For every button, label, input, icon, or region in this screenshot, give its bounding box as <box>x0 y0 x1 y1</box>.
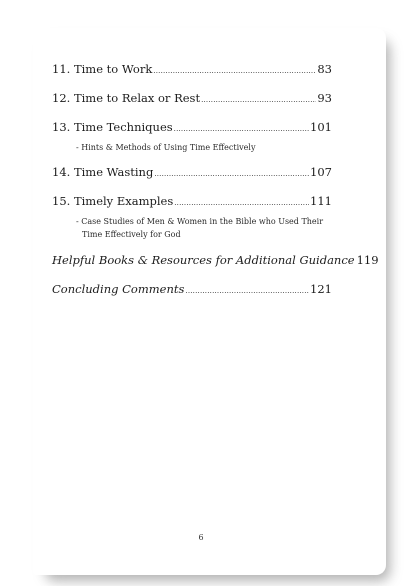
book-page <box>33 28 386 575</box>
toc-entry-title: 12. Time to Relax or Rest <box>52 91 201 105</box>
toc-entry-page: 111 <box>310 194 332 208</box>
toc-entry-page: 119 <box>356 253 379 267</box>
toc-entry-title: Helpful Books & Resources for Additional Guidance <box>52 253 355 267</box>
dot-leader <box>201 93 316 107</box>
toc-entry-time-to-work <box>52 62 332 78</box>
toc-entry-subtitle: - Hints & Methods of Using Time Effectively <box>76 143 256 152</box>
toc-entry-title: Concluding Comments <box>52 282 185 296</box>
toc-entry-page: 107 <box>310 165 332 179</box>
toc-entry-page: 93 <box>317 91 332 105</box>
toc-entry-subtitle: - Case Studies of Men & Women in the Bible who Used Their Time Effectively for God <box>76 217 324 239</box>
toc-entry-page: 101 <box>310 120 332 134</box>
toc-entry-page: 121 <box>310 282 332 296</box>
toc-entry-timely-examples <box>52 194 332 210</box>
toc-entry-concluding-comments <box>52 282 332 298</box>
toc-entry-time-wasting <box>52 165 332 181</box>
table-of-contents <box>52 62 379 298</box>
toc-entry-title: 14. Time Wasting <box>52 165 154 179</box>
toc-entry-time-techniques <box>52 120 332 136</box>
dot-leader <box>185 284 309 298</box>
toc-entry-time-to-relax <box>52 91 332 107</box>
toc-entry-title: 13. Time Techniques <box>52 120 173 134</box>
toc-entry-helpful-books <box>52 253 379 269</box>
toc-entry-title: 15. Timely Examples <box>52 194 174 208</box>
dot-leader <box>174 122 309 136</box>
toc-entry-page: 83 <box>317 62 332 76</box>
dot-leader <box>154 167 309 181</box>
dot-leader <box>153 64 316 78</box>
dot-leader <box>174 196 309 210</box>
toc-entry-title: 11. Time to Work <box>52 62 153 76</box>
page-number: 6 <box>198 533 204 542</box>
